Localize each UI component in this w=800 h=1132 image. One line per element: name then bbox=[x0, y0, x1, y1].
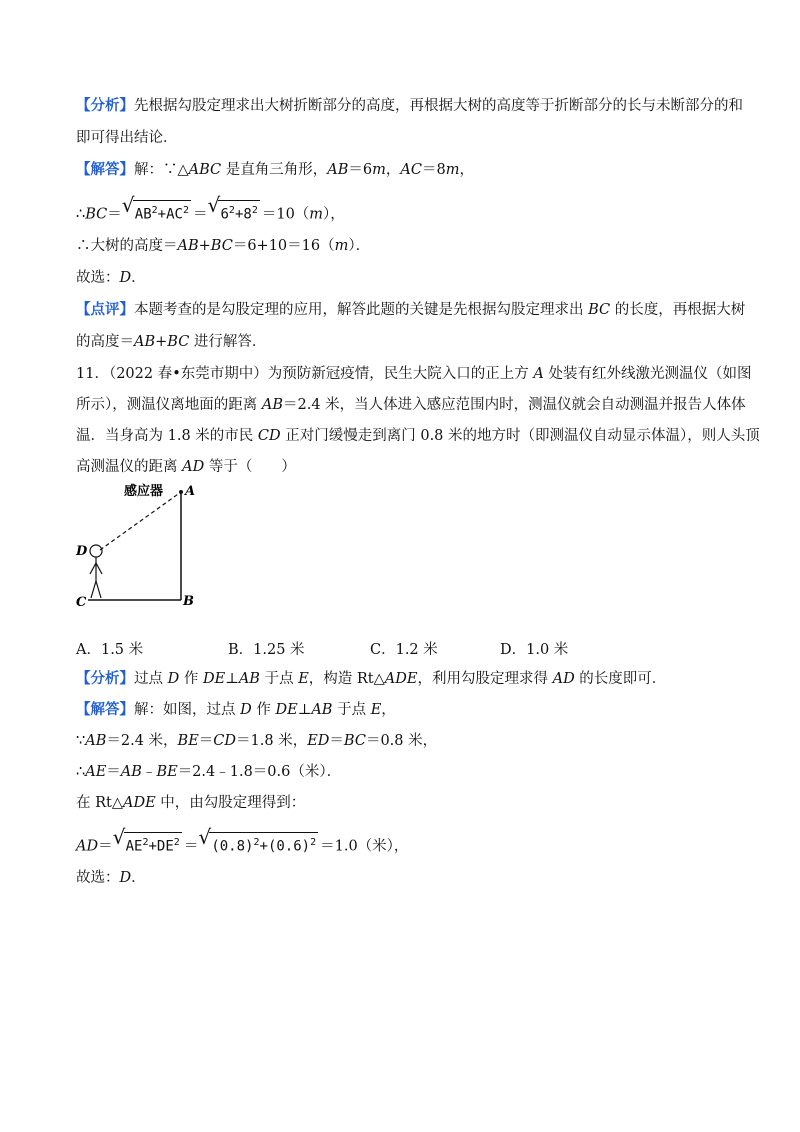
ad-formula: AD＝√ $AE^2+DE^2$ ＝√ $(0.8)^2+(0.6)^2 =1.0$（米）， bbox=[76, 832, 408, 857]
analysis-tag: 【分析】 bbox=[76, 670, 134, 687]
comment-tag: 【点评】 bbox=[76, 301, 134, 318]
solution-choose-line: 故选：D． bbox=[76, 870, 146, 886]
option-a: A．1.5 米 bbox=[76, 642, 144, 658]
prev-choose-line: 故选：D． bbox=[76, 270, 146, 286]
solution-answer-line: 【解答】解：如图，过点 D 作 DE⊥AB 于点 E， bbox=[76, 701, 396, 718]
geometry-figure bbox=[70, 478, 210, 613]
answer-tag: 【解答】 bbox=[76, 161, 134, 178]
prev-analysis-line-2: 即可得出结论． bbox=[76, 130, 178, 146]
label-d: D bbox=[76, 544, 88, 559]
prev-comment-line-2: 的高度＝AB+BC 进行解答． bbox=[76, 334, 267, 350]
height-line: ∴大树的高度＝AB+BC＝6+10＝16（m）． bbox=[76, 238, 371, 254]
prev-comment-line-1: 【点评】本题考查的是勾股定理的应用，解答此题的关键是先根据勾股定理求出 BC 的长度，再根据大树 bbox=[76, 301, 746, 318]
sqrt-6-8: √ $6^2+8^2$ bbox=[209, 200, 259, 225]
prev-analysis-line-1: 【分析】先根据勾股定理求出大树折断部分的高度，再根据大树的高度等于折断部分的长与未断部分的和 bbox=[76, 97, 743, 114]
prev-answer-line: 【解答】解：∵△ABC 是直角三角形，AB＝6m，AC＝8m， bbox=[76, 161, 474, 178]
segment-da-dashed bbox=[100, 492, 181, 550]
person-figure bbox=[90, 545, 102, 598]
question-line-2: 所示），测温仪离地面的距离 AB＝2.4 米，当人体进入感应范围内时，测温仪就会自动测温并报告人体体 bbox=[76, 397, 746, 413]
analysis-tag: 【分析】 bbox=[76, 97, 134, 114]
label-b: B bbox=[183, 594, 194, 609]
bc-formula: ∴BC＝√ $AB^2+AC^2$ ＝√ $6^2+8^2 =10(m)$， bbox=[76, 200, 345, 225]
solution-step-1: ∵AB＝2.4 米，BE＝CD＝1.8 米，ED＝BC＝0.8 米， bbox=[76, 733, 438, 749]
sensor-label: 感应器 bbox=[124, 484, 164, 499]
option-b: B．1.25 米 bbox=[228, 642, 305, 658]
question-line-1: 11．（2022 春•东莞市期中）为预防新冠疫情，民生大院入口的正上方 A 处装有红外线激光测温仪（如图 bbox=[76, 366, 752, 382]
sqrt-ae-de: √ $AE^2+DE^2$ bbox=[115, 832, 182, 857]
option-d: D．1.0 米 bbox=[500, 642, 569, 658]
question-line-3: 温．当身高为 1.8 米的市民 CD 正对门缓慢走到离门 0.8 米的地方时（即测温仪自动显示体温），则人头顶 bbox=[76, 428, 760, 444]
solution-step-3: 在 Rt△ADE 中，由勾股定理得到： bbox=[76, 795, 306, 811]
sqrt-ab-ac: √ $AB^2+AC^2$ bbox=[124, 200, 191, 225]
label-a: A bbox=[185, 484, 196, 499]
sqrt-08-06: √ $(0.8)^2+(0.6)^2$ bbox=[200, 832, 318, 857]
solution-step-2: ∴AE＝AB﹣BE＝2.4﹣1.8＝0.6（米）． bbox=[76, 764, 342, 780]
answer-tag: 【解答】 bbox=[76, 701, 134, 718]
solution-analysis-line: 【分析】过点 D 作 DE⊥AB 于点 E，构造 Rt△ADE，利用勾股定理求得 AD 的长度即可． bbox=[76, 670, 667, 687]
label-c: C bbox=[76, 595, 87, 610]
question-line-4: 高测温仪的距离 AD 等于（ ） bbox=[76, 459, 296, 475]
option-c: C．1.2 米 bbox=[370, 642, 438, 658]
